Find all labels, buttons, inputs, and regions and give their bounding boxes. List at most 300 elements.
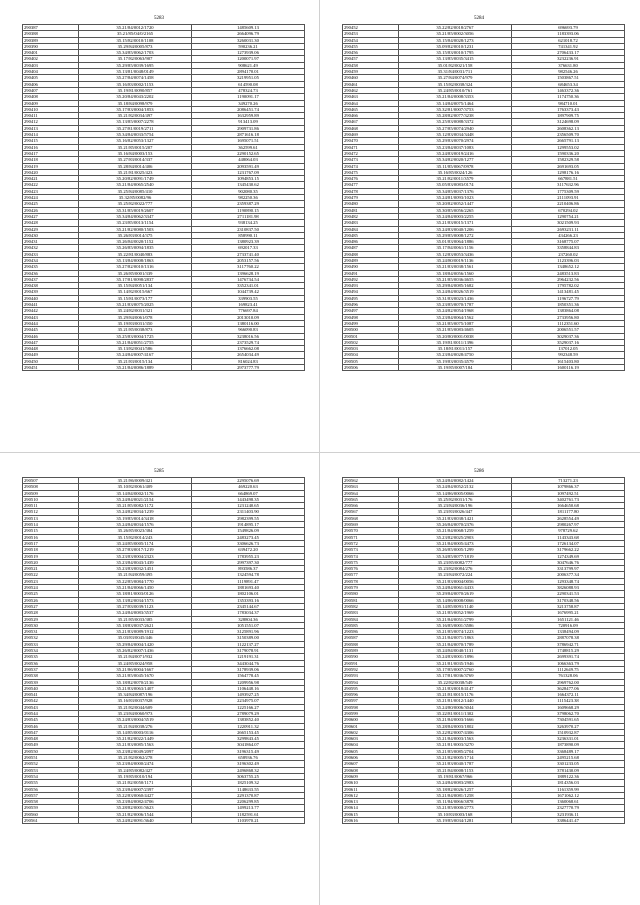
parcel-code-cell: 35.25/84/0085/410 (79, 188, 192, 194)
row-id-cell: 290615 (343, 811, 399, 817)
parcel-code-cell: 35.21/83/0085/1563 (79, 742, 192, 748)
amount-cell: 478324.73 (192, 87, 305, 93)
parcel-code-cell: 35.29/84/0070/2619 (399, 591, 512, 597)
parcel-code-cell: 35.21/85/0083/4605 (399, 327, 512, 333)
amount-cell: 2053157.56 (192, 257, 305, 263)
amount-cell: 1632959.89 (192, 113, 305, 119)
amount-cell: 3402761.73 (512, 496, 625, 502)
amount-cell: 3358844.83 (512, 245, 625, 251)
parcel-code-cell: 35.23/84/0037/1083 (399, 144, 512, 150)
amount-cell: 1274349.69 (512, 553, 625, 559)
parcel-code-cell: 35.23/83/0032/1451 (79, 566, 192, 572)
amount-cell: 1119891.47 (192, 578, 305, 584)
row-id-cell: 290411 (23, 113, 79, 119)
amount-cell: 1671062.12 (512, 792, 625, 798)
parcel-code-cell: 35.19/81/0011/1396 (399, 339, 512, 345)
parcel-code-cell: 35.23/84/0064/1562 (399, 314, 512, 320)
parcel-code-cell: 35.21/81/0003/3270 (399, 742, 512, 748)
parcel-code-cell: 35.21/84/0012/1720 (79, 25, 192, 31)
row-id-cell: 290434 (23, 257, 79, 263)
row-id-cell: 290427 (23, 213, 79, 219)
parcel-code-cell: 35.23/84/0028/4750 (399, 352, 512, 358)
row-id-cell: 290483 (343, 220, 399, 226)
row-id-cell: 290599 (343, 710, 399, 716)
amount-cell: 1290754.21 (512, 213, 625, 219)
parcel-code-cell: 35.21/83/0004/0056 (399, 578, 512, 584)
row-id-cell: 290529 (23, 616, 79, 622)
amount-cell: 3196315.49 (192, 748, 305, 754)
row-id-cell: 290441 (23, 302, 79, 308)
row-id-cell: 290459 (343, 69, 399, 75)
amount-cell: 1123396.03 (512, 257, 625, 263)
row-id-cell: 290428 (23, 220, 79, 226)
amount-cell: 720916.09 (512, 622, 625, 628)
amount-cell: 776697.84 (192, 308, 305, 314)
row-id-cell: 290489 (343, 257, 399, 263)
row-id-cell: 290592 (343, 666, 399, 672)
parcel-code-cell: 35.21/85/0045/1670 (79, 673, 192, 679)
row-id-cell: 290412 (23, 119, 79, 125)
row-id-cell: 290545 (23, 717, 79, 723)
parcel-code-cell: 35.21/84/0066/1450 (79, 585, 192, 591)
parcel-code-cell: 35.29/84/0005/873 (79, 43, 192, 49)
parcel-code-cell: 35.26/84/0070/2376 (399, 522, 512, 528)
amount-cell: 1324594.78 (192, 572, 305, 578)
parcel-code-cell: 35.21/82/0080/1503 (79, 226, 192, 232)
amount-cell: 1811177.80 (512, 509, 625, 515)
amount-cell: 3313799.97 (512, 566, 625, 572)
parcel-code-cell: 35.21/84/0038/276 (79, 723, 192, 729)
parcel-code-cell: 35.21/84/0070/1789 (399, 641, 512, 647)
amount-cell: 1122137.27 (192, 641, 305, 647)
parcel-code-cell: 35.13/85/0007/2278 (79, 119, 192, 125)
amount-cell: 1889122.36 (512, 773, 625, 779)
amount-cell: 2665153.45 (192, 729, 305, 735)
parcel-code-cell: 35.17/82/0063/907 (79, 56, 192, 62)
parcel-code-cell: 35.24/80/0019/1136 (399, 257, 512, 263)
row-id-cell: 290426 (23, 207, 79, 213)
parcel-code-cell: 35.21/85/04/0/2165 (79, 31, 192, 37)
parcel-code-cell: 35.20/84/0043/2202 (79, 94, 192, 100)
row-id-cell: 290458 (343, 62, 399, 68)
amount-cell: 761328.06 (512, 673, 625, 679)
parcel-code-cell: 35.34/85/0062/1703 (79, 50, 192, 56)
amount-cell: 2909731.86 (192, 125, 305, 131)
parcel-code-cell: 35.24/84/0034/1576 (79, 522, 192, 528)
row-id-cell: 290605 (343, 748, 399, 754)
row-id-cell: 290565 (343, 496, 399, 502)
parcel-code-cell: 35.17/85/0007/2760 (399, 666, 512, 672)
amount-cell: 3168775.07 (512, 239, 625, 245)
amount-cell: 1881693.40 (192, 585, 305, 591)
parcel-code-cell: 35.23/84/0072/224 (399, 572, 512, 578)
amount-cell: 1590336.20 (512, 150, 625, 156)
amount-cell: 1190091.17 (192, 94, 305, 100)
amount-cell: 3386441.47 (512, 818, 625, 824)
row-id-cell: 290462 (343, 87, 399, 93)
row-id-cell: 290526 (23, 597, 79, 603)
parcel-code-cell: 35.15/82/0014/243 (79, 534, 192, 540)
parcel-code-cell: 35.03/83/0045/446 (79, 635, 192, 641)
amount-cell: 169823.41 (192, 302, 305, 308)
parcel-code-cell: 35.21/85/0038/873 (79, 327, 192, 333)
parcel-code-cell: 35.24/84/0083/2983 (399, 780, 512, 786)
amount-cell: 3798062.70 (512, 710, 625, 716)
parcel-code-cell: 35.21/82/0062/278 (79, 755, 192, 761)
amount-cell: 2654034.49 (192, 352, 305, 358)
parcel-code-cell: 35.13/82/0041/586 (79, 346, 192, 352)
row-id-cell: 290575 (343, 559, 399, 565)
amount-cell: 1103970.21 (192, 818, 305, 824)
row-id-cell: 290596 (343, 692, 399, 698)
amount-cell: 3263970.27 (512, 723, 625, 729)
row-id-cell: 290531 (23, 629, 79, 635)
parcel-code-cell: 35.26/83/0014/375 (79, 232, 192, 238)
amount-cell: 1190890.15 (192, 207, 305, 213)
amount-cell: 237260.02 (512, 251, 625, 257)
amount-cell: 1443498.35 (192, 496, 305, 502)
amount-cell: 2111093.91 (512, 195, 625, 201)
parcel-code-cell: 35.29/84/0085/1682 (399, 283, 512, 289)
row-id-cell: 290572 (343, 540, 399, 546)
parcel-code-cell: 35.21/84/0059/495 (79, 572, 192, 578)
row-id-cell: 290439 (23, 289, 79, 295)
amount-cell: 1174750.36 (512, 94, 625, 100)
amount-cell: 3150389.00 (192, 635, 305, 641)
row-id-cell: 290447 (23, 339, 79, 345)
parcel-code-cell: 35.22/85/0084/1770 (79, 578, 192, 584)
row-id-cell: 290559 (23, 805, 79, 811)
parcel-code-cell: 35.24/84/0007/4167 (79, 352, 192, 358)
amount-cell: 2483273.45 (192, 534, 305, 540)
row-id-cell: 290594 (343, 679, 399, 685)
amount-cell: 2356509.70 (512, 132, 625, 138)
row-id-cell: 290469 (343, 132, 399, 138)
parcel-code-cell: 35.21/83/0015/134 (79, 358, 192, 364)
parcel-code-cell: 35.15/82/0010/1108 (79, 37, 192, 43)
row-id-cell: 290589 (343, 648, 399, 654)
parcel-code-cell: 35.21/85/0002/3056 (399, 31, 512, 37)
row-id-cell: 290568 (343, 515, 399, 521)
amount-cell: 2234975.07 (192, 698, 305, 704)
parcel-table (342, 24, 625, 371)
parcel-code-cell: 35.21/82/0022/1449 (79, 736, 192, 742)
amount-cell: 3781430.09 (512, 767, 625, 773)
parcel-code-cell: 35.24/82/0034/1239 (79, 509, 192, 515)
parcel-code-cell: 35.25/83/0088/3372 (399, 119, 512, 125)
parcel-code-cell: 35.21/84/0071/932 (79, 654, 192, 660)
amount-cell: 1044739.42 (192, 289, 305, 295)
parcel-code-cell: 35.29/84/0004/1420 (79, 641, 192, 647)
parcel-code-cell: 35.24/80/0006/3044 (399, 704, 512, 710)
row-id-cell: 290468 (343, 125, 399, 131)
amount-cell: 2290341.53 (512, 591, 625, 597)
parcel-code-cell: 35.24/82/0054/1968 (399, 308, 512, 314)
parcel-code-cell: 35.28/84/0003/1802 (399, 723, 512, 729)
amount-cell: 2691693.05 (512, 163, 625, 169)
amount-cell: 3628477.06 (512, 685, 625, 691)
amount-cell: 1200071.97 (192, 56, 305, 62)
row-id-cell: 290430 (23, 232, 79, 238)
parcel-code-cell: 35.21/81/0025/423 (79, 169, 192, 175)
row-id-cell: 290512 (23, 509, 79, 515)
row-id-cell: 290387 (23, 25, 79, 31)
table-row (343, 818, 625, 824)
amount-cell: 349270.26 (192, 100, 305, 106)
amount-cell: 902080.35 (192, 188, 305, 194)
row-id-cell: 290448 (23, 346, 79, 352)
parcel-code-cell: 35.18/83/0037/2621 (79, 622, 192, 628)
amount-cell: 3352341.01 (192, 283, 305, 289)
row-id-cell: 290488 (343, 251, 399, 257)
parcel-code-cell: 35.21/82/0044/609 (79, 704, 192, 710)
row-id-cell: 290437 (23, 276, 79, 282)
row-id-cell: 290612 (343, 792, 399, 798)
row-id-cell: 290455 (343, 43, 399, 49)
row-id-cell: 290539 (23, 679, 79, 685)
amount-cell: 3232236.91 (512, 56, 625, 62)
amount-cell: 2628554.49 (512, 515, 625, 521)
parcel-code-cell: 35.15/84/0028/1273 (399, 37, 512, 43)
parcel-code-cell: 35.21/85/0033/385 (79, 616, 192, 622)
parcel-code-cell: 35.30/85/0056/2265 (399, 207, 512, 213)
row-id-cell: 290564 (343, 490, 399, 496)
parcel-code-cell: 35.26/85/0005/1299 (399, 547, 512, 553)
parcel-code-cell: 35.21/85/0000/2773 (399, 805, 512, 811)
row-id-cell: 290454 (343, 37, 399, 43)
parcel-code-cell: 35.21/85/0015/207 (79, 144, 192, 150)
row-id-cell: 290590 (343, 654, 399, 660)
row-id-cell: 290491 (343, 270, 399, 276)
row-id-cell: 290515 (23, 528, 79, 534)
row-id-cell: 290479 (343, 195, 399, 201)
row-id-cell: 290449 (23, 352, 79, 358)
row-id-cell: 290486 (343, 239, 399, 245)
parcel-code-cell: 35.13/82/0034/1573 (79, 597, 192, 603)
row-id-cell: 290407 (23, 87, 79, 93)
row-id-cell: 290569 (343, 522, 399, 528)
parcel-code-cell: 35.16/83/0002/1153 (79, 81, 192, 87)
row-id-cell: 290616 (343, 818, 399, 824)
parcel-code-cell: 35.31/85/0019/2607 (79, 207, 192, 213)
parcel-code-cell: 35.19/85/0007/184 (399, 365, 512, 371)
parcel-code-cell: 35.18/81/0003/0126 (79, 591, 192, 597)
row-id-cell: 290510 (23, 496, 79, 502)
row-id-cell: 290519 (23, 553, 79, 559)
amount-cell: 2997397.30 (192, 559, 305, 565)
amount-cell: 639472.20 (192, 547, 305, 553)
amount-cell: 1676995.21 (512, 610, 625, 616)
amount-cell: 1182591.61 (192, 811, 305, 817)
amount-cell: 1664650.68 (512, 503, 625, 509)
amount-cell: 1094853.15 (192, 176, 305, 182)
amount-cell: 1209956.98 (192, 679, 305, 685)
parcel-code-cell: 35.23/85/0070/1787 (399, 302, 512, 308)
row-id-cell: 290528 (23, 610, 79, 616)
row-id-cell: 290532 (23, 635, 79, 641)
amount-cell: 1231767.09 (192, 169, 305, 175)
amount-cell: 1338494.09 (512, 629, 625, 635)
parcel-code-cell: 35.23/84/0082/4706 (79, 799, 192, 805)
document-page-2 (320, 0, 638, 452)
parcel-code-cell: 35.23/83/0004/2323 (79, 553, 192, 559)
row-id-cell: 290581 (343, 597, 399, 603)
amount-cell: 1360068.61 (512, 799, 625, 805)
row-id-cell: 290467 (343, 119, 399, 125)
row-id-cell: 290511 (23, 503, 79, 509)
parcel-code-cell: 35.21/84/0068/1259 (399, 528, 512, 534)
row-id-cell: 290472 (343, 150, 399, 156)
parcel-code-cell: 35.32/85/0082/96 (79, 195, 192, 201)
row-id-cell: 290542 (23, 698, 79, 704)
amount-cell: 1348652.12 (512, 264, 625, 270)
row-id-cell: 290570 (343, 528, 399, 534)
amount-cell: 1380923.39 (192, 239, 305, 245)
amount-cell: 2495215.68 (512, 755, 625, 761)
parcel-code-cell: 35.21/84/0005/4473 (399, 540, 512, 546)
parcel-code-cell: 35.22/82/0018/2767 (399, 25, 512, 31)
row-id-cell: 290513 (23, 515, 79, 521)
row-id-cell: 290609 (343, 773, 399, 779)
parcel-code-cell: 35.21/81/0035/1946 (399, 660, 512, 666)
amount-cell: 1225166.27 (192, 704, 305, 710)
row-id-cell: 290433 (23, 251, 79, 257)
row-id-cell: 290435 (23, 264, 79, 270)
parcel-code-cell: 35.17/83/0004/1853 (79, 106, 192, 112)
parcel-code-cell: 35.18/84/0056/1560 (399, 270, 512, 276)
amount-cell: 3179662.22 (512, 547, 625, 553)
row-id-cell: 290450 (23, 358, 79, 364)
amount-cell: 2206299.85 (192, 799, 305, 805)
amount-cell: 2295076.69 (192, 478, 305, 484)
parcel-code-cell: 35.14/85/0091/1140 (399, 603, 512, 609)
parcel-code-cell: 35.18/81/0011/157 (399, 346, 512, 352)
parcel-code-cell: 35.24/84/0083/3537 (79, 610, 192, 616)
row-id-cell: 290509 (23, 490, 79, 496)
parcel-code-cell: 35.16/83/0037/928 (79, 698, 192, 704)
row-id-cell: 290593 (343, 673, 399, 679)
parcel-code-cell: 35.28/82/0077/3238 (399, 113, 512, 119)
amount-cell: 2733956.80 (512, 314, 625, 320)
amount-cell: 2006551.57 (512, 327, 625, 333)
row-id-cell: 290478 (343, 188, 399, 194)
amount-cell: 893586.37 (192, 566, 305, 572)
row-id-cell: 290464 (343, 100, 399, 106)
row-id-cell: 290520 (23, 559, 79, 565)
amount-cell: 1115423.38 (512, 698, 625, 704)
amount-cell: 1298176.16 (512, 169, 625, 175)
parcel-code-cell: 35.22/82/0007/4306 (399, 729, 512, 735)
row-id-cell: 290410 (23, 106, 79, 112)
row-id-cell: 290501 (343, 333, 399, 339)
amount-cell: 3299843.45 (192, 736, 305, 742)
amount-cell: 1726134.07 (512, 540, 625, 546)
amount-cell: 2711181.98 (192, 213, 305, 219)
amount-cell: 978729.62 (512, 528, 625, 534)
amount-cell: 2664096.79 (192, 31, 305, 37)
parcel-code-cell: 35.21/84/0003/1666 (399, 717, 512, 723)
amount-cell: 3236331.01 (512, 736, 625, 742)
parcel-code-cell: 35.18/84/0098/979 (79, 100, 192, 106)
amount-cell: 2894170.01 (192, 69, 305, 75)
amount-cell: 1802106.01 (192, 591, 305, 597)
parcel-code-cell: 35.14/84/0002/1176 (79, 490, 192, 496)
row-id-cell: 290560 (23, 811, 79, 817)
parcel-code-cell: 35.09/82/0010/1231 (399, 43, 512, 49)
parcel-code-cell: 35.29/85/0039/1695 (79, 62, 192, 68)
amount-cell: 2093591.49 (192, 163, 305, 169)
row-id-cell: 290438 (23, 283, 79, 289)
row-id-cell: 290494 (343, 289, 399, 295)
amount-cell: 696693.79 (512, 25, 625, 31)
amount-cell: 3231936.11 (512, 811, 625, 817)
row-id-cell: 290514 (23, 522, 79, 528)
amount-cell: 3179078.91 (192, 648, 305, 654)
row-id-cell: 290543 (23, 704, 79, 710)
row-id-cell: 290557 (23, 792, 79, 798)
amount-cell: 1814356.03 (512, 780, 625, 786)
amount-cell: 3306626.73 (192, 540, 305, 546)
parcel-code-cell: 35.21/82/0005/1714 (399, 755, 512, 761)
row-id-cell: 290503 (343, 346, 399, 352)
amount-cell: 3786942.71 (512, 641, 625, 647)
parcel-code-cell: 35.05/83/0083/0174 (399, 182, 512, 188)
parcel-code-cell: 35.14/82/0015/667 (79, 289, 192, 295)
amount-cell: 2733741.40 (192, 251, 305, 257)
amount-cell: 3213758.87 (512, 603, 625, 609)
parcel-code-cell: 35.24/83/0001/1896 (399, 654, 512, 660)
row-id-cell: 290416 (23, 144, 79, 150)
row-id-cell: 290561 (23, 818, 79, 824)
row-id-cell: 290580 (343, 591, 399, 597)
row-id-cell: 290610 (343, 780, 399, 786)
parcel-code-cell: 35.29/83/0070/2974 (399, 138, 512, 144)
amount-cell: 1914895.17 (192, 522, 305, 528)
parcel-code-cell: 35.20/82/0052/1447 (399, 201, 512, 207)
parcel-code-cell: 35.26/84/0020/1152 (79, 239, 192, 245)
parcel-code-cell: 35.16/82/0053/1327 (79, 138, 192, 144)
row-id-cell: 290546 (23, 723, 79, 729)
row-id-cell: 290504 (343, 352, 399, 358)
row-id-cell: 290574 (343, 553, 399, 559)
amount-cell: 2706433.17 (512, 50, 625, 56)
amount-cell: 1485609.13 (192, 25, 305, 31)
amount-cell: 2210406.86 (512, 201, 625, 207)
row-id-cell: 290465 (343, 106, 399, 112)
parcel-code-cell: 35.26/85/0094/1835 (79, 245, 192, 251)
amount-cell: 1273939.06 (192, 50, 305, 56)
parcel-code-cell: 35.21/84/0008/3353 (399, 94, 512, 100)
row-id-cell: 290423 (23, 188, 79, 194)
parcel-code-cell: 35.23/82/0084/276 (399, 566, 512, 572)
parcel-code-cell: 35.21/85/0085/2704 (399, 748, 512, 754)
amount-cell: 1564778.45 (192, 673, 305, 679)
amount-cell: 1499213.77 (192, 805, 305, 811)
parcel-code-cell: 35.18/82/0070/2136 (79, 679, 192, 685)
parcel-code-cell: 35.34/84/0062/3347 (79, 213, 192, 219)
parcel-code-cell: 35.21/83/0038/1561 (399, 264, 512, 270)
parcel-code-cell: 35.21/84/0051/2799 (399, 616, 512, 622)
parcel-code-cell: 35.28/82/0001/3623 (79, 805, 192, 811)
parcel-code-cell: 35.24/84/0026/3519 (399, 289, 512, 295)
row-id-cell: 290611 (343, 786, 399, 792)
parcel-code-cell: 35.22/83/0060/4427 (79, 792, 192, 798)
row-id-cell: 290606 (343, 755, 399, 761)
parcel-code-cell: 35.26/82/0007/1436 (79, 648, 192, 654)
row-id-cell: 290482 (343, 213, 399, 219)
amount-cell: 590236.21 (192, 43, 305, 49)
parcel-code-cell: 35.27/84/0074/1458 (79, 75, 192, 81)
